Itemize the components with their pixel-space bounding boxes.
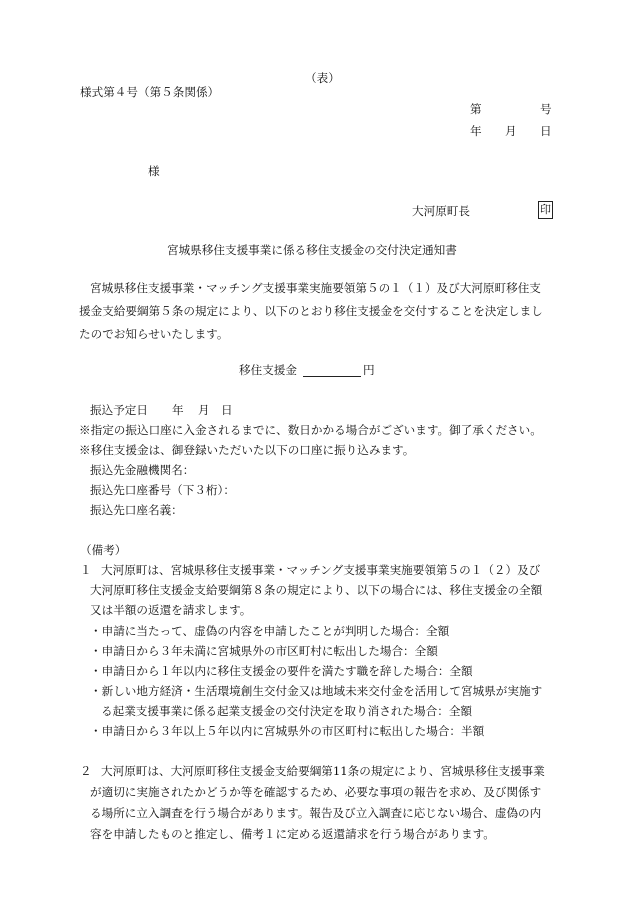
- remark-1-line-3: 又は半額の返還を請求します。: [90, 603, 252, 617]
- remark-bullet: ・申請日から３年以上５年以内に宮城県外の市区町村に転出した場合：半額: [90, 724, 485, 738]
- remark-2-line-1: 大河原町は、大河原町移住支援金支給要綱第11条の規定により、宮城県移住支援事業: [101, 764, 545, 778]
- remark-2-line-4: 容を申請したものと推定し、備考１に定める返還請求を行う場合があります。: [90, 827, 495, 841]
- amount-label: 移住支援金: [239, 363, 297, 377]
- payment-note-1: ※指定の振込口座に入金されるまでに、数日かかる場合がございます。御了承ください。: [79, 423, 542, 437]
- amount-blank: [303, 364, 361, 377]
- amount-row: [239, 363, 375, 377]
- remark-2-number: ２: [80, 764, 92, 778]
- seal-stamp: 印: [538, 201, 553, 219]
- remark-2-line-2: が適切に実施されたかどうか等を確認するため、必要な事項の報告を求め、及び関係す: [90, 785, 542, 799]
- date-month-label: 月: [505, 124, 517, 138]
- document-title: 宮城県移住支援事業に係る移住支援金の交付決定通知書: [167, 243, 457, 257]
- payment-date-label: 振込予定日: [90, 403, 148, 417]
- remark-2-line-3: る場所に立入調査を行う場合があります。報告及び立入調査に応じない場合、虚偽の内: [90, 806, 542, 820]
- doc-number-suffix: 号: [540, 102, 552, 116]
- remark-bullet: ・新しい地方経済・生活環境創生交付金又は地域未来交付金を活用して宮城県が実施す: [90, 684, 543, 698]
- payment-date-year: 年: [172, 403, 184, 417]
- payment-note-2: ※移住支援金は、御登録いただいた以下の口座に振り込みます。: [79, 443, 415, 457]
- doc-number-prefix: 第: [470, 102, 482, 116]
- page-side-label: （表）: [305, 71, 340, 85]
- date-year-label: 年: [470, 124, 482, 138]
- remarks-heading: （備考）: [80, 543, 127, 557]
- intro-line-2: 援金支給要綱第５条の規定により、以下のとおり移住支援金を交付することを決定しまし: [79, 304, 543, 318]
- remark-1-line-2: 大河原町移住支援金支給要綱第８条の規定により、以下の場合には、移住支援金の全額: [90, 583, 543, 597]
- account-holder-label: 振込先口座名義：: [90, 503, 183, 517]
- bank-name-label: 振込先金融機関名：: [90, 463, 195, 477]
- recipient-suffix: 様: [148, 164, 160, 178]
- intro-line-3: たのでお知らせいたします。: [79, 327, 229, 341]
- amount-unit: 円: [362, 363, 375, 377]
- remark-bullet: ・申請に当たって、虚偽の内容を申請したことが判明した場合：全額: [90, 624, 450, 638]
- intro-line-1: 宮城県移住支援事業・マッチング支援事業実施要領第５の１（１）及び大河原町移住支: [90, 281, 541, 295]
- remark-bullet: ・申請日から１年以内に移住支援金の要件を満たす職を辞した場合：全額: [90, 664, 473, 678]
- remark-1-number: １: [80, 563, 92, 577]
- account-number-label: 振込先口座番号（下３桁）：: [90, 483, 235, 497]
- payment-date-month: 月: [198, 403, 210, 417]
- form-number: 様式第４号（第５条関係）: [80, 85, 220, 99]
- date-day-label: 日: [540, 124, 552, 138]
- payment-date-day: 日: [221, 403, 233, 417]
- remark-bullet: ・申請日から３年未満に宮城県外の市区町村に転出した場合：全額: [90, 644, 438, 658]
- remark-bullet-continuation: る起業支援事業に係る起業支援金の交付決定を取り消された場合：全額: [101, 704, 473, 718]
- issuer-name: 大河原町長: [412, 204, 470, 218]
- remark-1-line-1: 大河原町は、宮城県移住支援事業・マッチング支援事業実施要領第５の１（２）及び: [101, 563, 541, 577]
